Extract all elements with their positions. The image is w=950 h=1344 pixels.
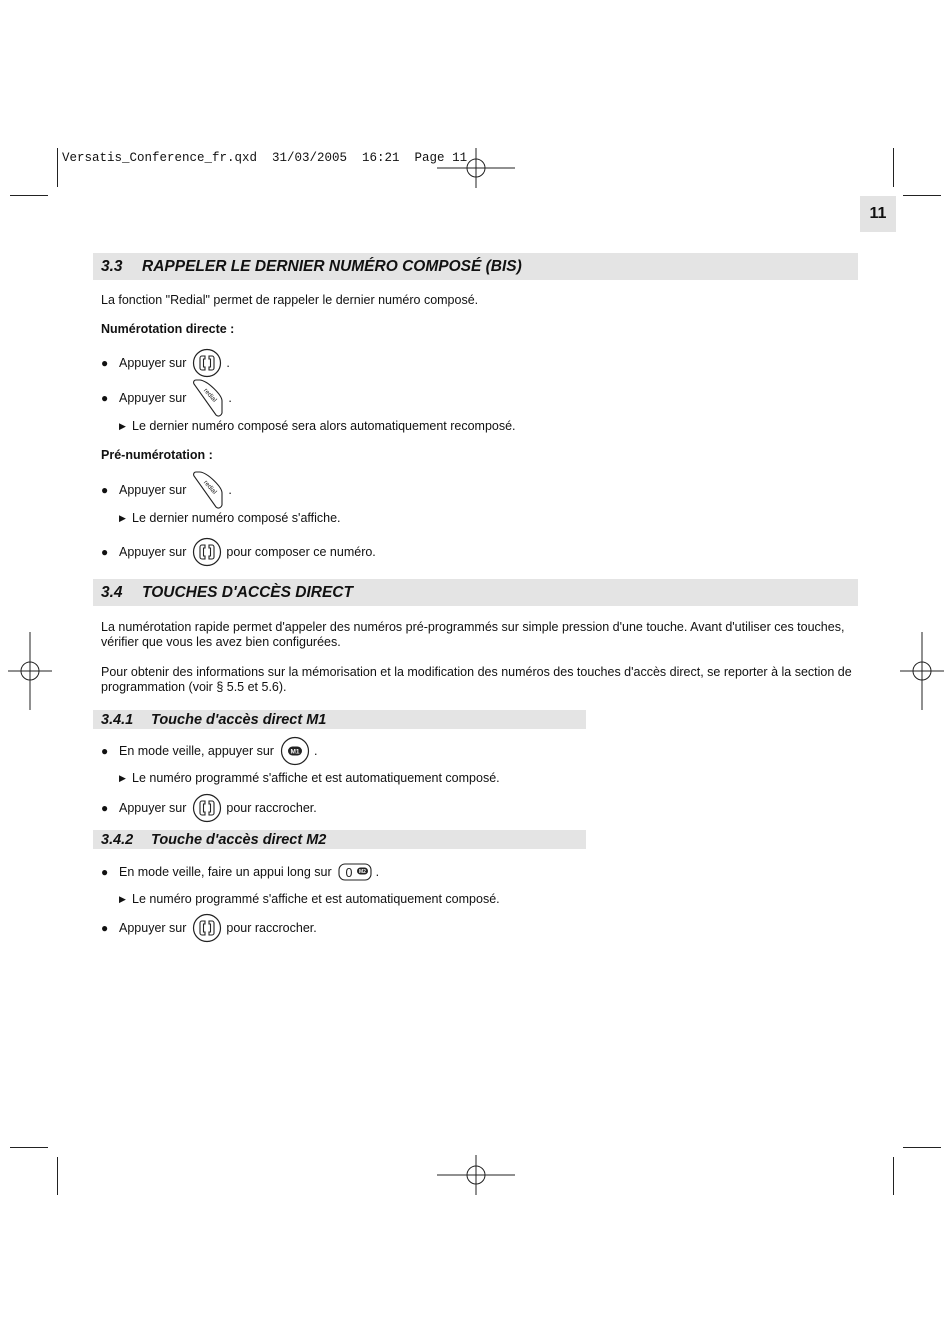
subsection-number: 3.4.2 bbox=[101, 831, 134, 848]
subsection-heading-3-4-1 bbox=[93, 710, 586, 729]
subsection-title: Touche d'accès direct M1 bbox=[151, 711, 327, 728]
subheading-pre-dial: Pré-numérotation : bbox=[101, 448, 213, 462]
bullet-icon: ● bbox=[101, 544, 109, 559]
step-text: Appuyer sur bbox=[119, 800, 187, 815]
list-item bbox=[101, 347, 230, 379]
bullet-icon: ● bbox=[101, 482, 109, 497]
m1-key-icon bbox=[280, 736, 310, 766]
section-title: TOUCHES D'ACCÈS DIRECT bbox=[142, 583, 353, 601]
result-line bbox=[119, 892, 500, 907]
bullet-icon: ● bbox=[101, 864, 109, 879]
page-number: 11 bbox=[860, 196, 896, 232]
arrow-right-icon: ▶ bbox=[119, 773, 126, 783]
subsection-number: 3.4.1 bbox=[101, 711, 134, 728]
section-heading-3-4 bbox=[93, 579, 858, 606]
result-text: Le numéro programmé s'affiche et est automatiquement composé. bbox=[132, 892, 500, 906]
section-number: 3.4 bbox=[101, 583, 123, 601]
step-text: Appuyer sur bbox=[119, 544, 187, 559]
registration-mark-bottom bbox=[437, 1155, 515, 1195]
print-slug: Versatis_Conference_fr.qxd 31/03/2005 16:21 Page 11 bbox=[62, 151, 468, 165]
step-text: Appuyer sur bbox=[119, 390, 187, 405]
list-item bbox=[101, 471, 232, 509]
phone-line-key-icon bbox=[192, 793, 222, 823]
svg-text:M2: M2 bbox=[358, 869, 366, 875]
step-suffix: pour raccrocher. bbox=[226, 920, 317, 935]
intro-paragraph: La fonction "Redial" permet de rappeler le dernier numéro composé. bbox=[101, 293, 479, 307]
step-text: Appuyer sur bbox=[119, 355, 187, 370]
section-heading-3-3 bbox=[93, 253, 858, 280]
phone-line-key-icon bbox=[192, 537, 222, 567]
section-title: RAPPELER LE DERNIER NUMÉRO COMPOSÉ (BIS) bbox=[142, 257, 522, 275]
result-text: Le dernier numéro composé s'affiche. bbox=[132, 511, 341, 525]
redial-key-icon bbox=[192, 377, 224, 419]
step-suffix: pour composer ce numéro. bbox=[226, 544, 376, 559]
svg-text:M1: M1 bbox=[290, 748, 300, 756]
list-item bbox=[101, 912, 317, 944]
registration-mark-top bbox=[437, 148, 515, 188]
step-text: En mode veille, faire un appui long sur bbox=[119, 864, 332, 879]
zero-m2-key-icon bbox=[338, 863, 372, 881]
bullet-icon: ● bbox=[101, 743, 109, 758]
bullet-icon: ● bbox=[101, 920, 109, 935]
arrow-right-icon: ▶ bbox=[119, 421, 126, 431]
result-line bbox=[119, 511, 341, 526]
list-item bbox=[101, 792, 317, 824]
result-line bbox=[119, 419, 516, 434]
step-suffix: . bbox=[228, 482, 232, 497]
step-suffix: . bbox=[313, 743, 318, 758]
registration-mark-right bbox=[900, 632, 944, 710]
subheading-direct-dial: Numérotation directe : bbox=[101, 322, 235, 336]
svg-text:redial: redial bbox=[202, 479, 219, 496]
phone-line-key-icon bbox=[192, 348, 222, 378]
paragraph: La numérotation rapide permet d'appeler des numéros pré-programmés sur simple pression d'une touche. Avant d'utiliser ces touches, vérifier que vous les avez bien configurées. bbox=[101, 620, 845, 649]
result-text: Le dernier numéro composé sera alors automatiquement recomposé. bbox=[132, 419, 516, 433]
step-suffix: . bbox=[375, 864, 380, 879]
bullet-icon: ● bbox=[101, 390, 109, 405]
step-text: En mode veille, appuyer sur bbox=[119, 743, 274, 758]
bullet-icon: ● bbox=[101, 800, 109, 815]
bullet-icon: ● bbox=[101, 355, 109, 370]
list-item bbox=[101, 861, 379, 883]
step-text: Appuyer sur bbox=[119, 920, 187, 935]
result-text: Le numéro programmé s'affiche et est automatiquement composé. bbox=[132, 771, 500, 785]
phone-line-key-icon bbox=[192, 913, 222, 943]
list-item bbox=[101, 380, 232, 416]
paragraph: Pour obtenir des informations sur la mémorisation et la modification des numéros des touches d'accès direct, se reporter à la section de programmation (voir § 5.5 et 5.6). bbox=[101, 665, 852, 694]
step-suffix: pour raccrocher. bbox=[226, 800, 317, 815]
redial-key-icon bbox=[192, 469, 224, 511]
arrow-right-icon: ▶ bbox=[119, 894, 126, 904]
list-item bbox=[101, 536, 376, 568]
arrow-right-icon: ▶ bbox=[119, 513, 126, 523]
result-line bbox=[119, 771, 500, 786]
list-item bbox=[101, 735, 317, 767]
svg-text:redial: redial bbox=[202, 387, 219, 404]
step-text: Appuyer sur bbox=[119, 482, 187, 497]
registration-mark-left bbox=[8, 632, 52, 710]
step-suffix: . bbox=[228, 390, 232, 405]
subsection-heading-3-4-2 bbox=[93, 830, 586, 849]
svg-text:0: 0 bbox=[345, 866, 353, 880]
step-suffix: . bbox=[226, 355, 230, 370]
section-number: 3.3 bbox=[101, 257, 123, 275]
subsection-title: Touche d'accès direct M2 bbox=[151, 831, 327, 848]
